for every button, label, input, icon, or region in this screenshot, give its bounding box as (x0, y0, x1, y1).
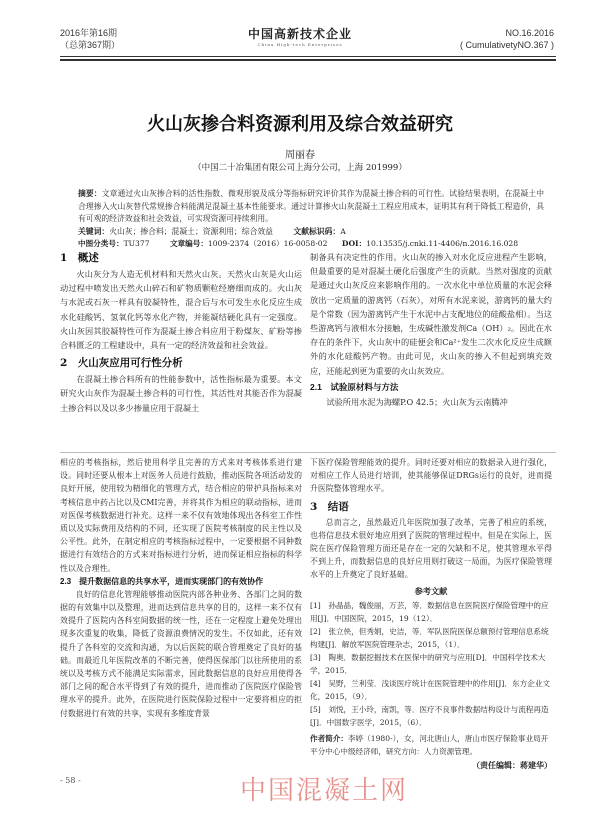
issue-number-en: NO.16.2016 (505, 28, 554, 38)
keywords-line (78, 226, 544, 238)
responsible-editor: （责任编辑：蒋建华） (472, 759, 552, 770)
article-title: 火山灰掺合料资源利用及综合效益研究 (147, 114, 453, 135)
article-no: 1009-2374（2016）16-0058-02 (207, 238, 328, 248)
doi: 10.13535/j.cnki.11-4406/n.2016.16.028 (366, 238, 519, 248)
conclusion-paragraph: 总而言之，虽然最近几年医院加强了改革，完善了相应的系统，也将信息技术很好地应用到了医院的管理过程中。但是在实际上，医院在医疗保险管理方面还是存在一定的欠缺和不足，使其管理水平得不到上升，而数据信息的良好应用则打破这一局面，为医疗保险管理水平的上升奠定了良好基础。 (310, 517, 552, 580)
section-2-1-heading: 2.1 试验原材料与方法 (310, 381, 399, 392)
header-rule-thick (60, 59, 556, 61)
keywords-label: 关键词： (78, 226, 110, 236)
journal-logo-title: 中国高新技术企业 (247, 27, 352, 41)
continued-left-column (60, 456, 302, 720)
continued-right-column (310, 456, 552, 771)
reference-item: [3] 陶奥．数据挖掘技术在医保中的研究与应用[D]．中国科学技术大学，2015． (310, 652, 546, 675)
abstract (78, 188, 544, 226)
section-3-heading: 3 结语 (310, 500, 349, 513)
doc-code: A (340, 226, 346, 236)
journal-logo (225, 25, 375, 47)
article-affiliation: （中国二十冶集团有限公司上海分公司，上海 201999） (193, 163, 407, 173)
abstract-label: 摘要： (78, 189, 102, 198)
reference-item: [5] 刘悦，王小玲，南凯，等．医疗不良事件数据结构设计与流程再造[J]．中国数字医学，2015，（6）． (310, 704, 549, 727)
article-author: 周丽春 (285, 150, 315, 161)
section-2-3-heading: 2.3 提升数据信息的共享水平，进而实现部门的有效协作 (60, 576, 264, 586)
journal-logo-subtitle: China High-tech Enterprises (257, 42, 343, 47)
page-divider (60, 452, 556, 453)
section-1-paragraph: 火山灰分为人造无机材料和天然火山灰。天然火山灰是火山运动过程中喷发出天然火山碎石和矿物质颗粒经磨细而成的。火山灰与水泥或石灰一样具有胶凝特性，混合后与水可发生水化反应生成水化硅酸钙、氢氧化钙等水化产物，并能凝结硬化具有一定强度。火山灰因其胶凝特性可作为混凝土掺合料应用于粉煤灰、矿粉等掺合料匮乏的工程建设中，具有一定的经济效益和社会效益。 (60, 269, 302, 351)
references-heading: 参考文献 (414, 585, 448, 596)
doi-label: DOI： (341, 238, 367, 248)
clc-label: 中图分类号： (78, 238, 124, 248)
clc-code: TU377 (123, 238, 150, 248)
abstract-text: 文章通过火山灰掺合料的活性指数、微观形貌及成分等指标研究评价其作为混凝土掺合料的可行性。试验结果表明，在混凝土中合理掺入火山灰替代常规掺合料能满足混凝土基本性能要求。通过计算掺火山灰混凝土工程应用成本，证明其有利于降低工程造价，具有可观的经济效益和社会效益，可实现资源可持续利用。 (78, 189, 544, 223)
section-2-1-paragraph: 试验所用水泥为海螺P.O 42.5；火山灰为云南腾冲 (326, 396, 508, 407)
classification-line (78, 238, 544, 250)
continued-right-paragraph-1: 下医疗保险管理能效的提升。同时还要对相应的数据录入进行强化，对相应工作人员进行培训，使其能够保证DRGs运行的良好，进而提升医院整体管理水平。 (310, 458, 552, 494)
section-2-paragraph: 在混凝土掺合料所有的性能参数中，活性指标最为重要。本文研究火山灰作为混凝土掺合料的可行性，其活性对其能否作为混凝土掺合料以及以多少掺量应用于混凝土 (60, 374, 302, 413)
section-2-continued-paragraph: 制备具有决定性的作用。火山灰的掺入对水化反应进程产生影响，但最重要的是对混凝土硬化后强度产生的贡献。当然对强度的贡献是通过火山灰反应来影响作用的。一次水化中单位质量的水泥会释放出一定质量的游离钙（石灰），对所有水泥来说，游离钙的量大约是个常数（因为游离钙产生于水泥中占支配地位的硅酸盐相）。当这些游离钙与液相水分接触，生成碱性激发剂Ca（OH）₂。因此在水存在的条件下，火山灰中的硅便会和Ca²⁺发生二次水化反应生成额外的水化硅酸钙产物。由此可见，火山灰的掺入不但起到填充效应，还能起到更为重要的火山灰效应。 (310, 252, 552, 376)
author-bio (310, 732, 552, 758)
cumulative-issue-number: （总第367期） (60, 40, 121, 50)
author-bio-label: 作者简介： (310, 733, 348, 743)
page-number: - 58 - (60, 776, 81, 785)
site-watermark: 中国混凝土网 (240, 776, 409, 806)
reference-item: [2] 张立侠，但秀娟，史洁，等．军队医院医保总额预付管理信息系统构建[J]．解放军医院管理杂志，2015，（1）． (310, 626, 549, 649)
header-rule (60, 56, 556, 57)
abstract-block (78, 188, 544, 250)
cumulative-issue-number-en: ( CumulativetyNO.367 ) (459, 40, 554, 50)
author-bio-text: 李婷（1980-），女，河北唐山人，唐山市医疗保险事业局开平分中心中级经济师，研究方向：人力资源管理。 (310, 733, 549, 756)
references-list (310, 599, 552, 729)
section-1-heading: 1 概述 (60, 252, 99, 264)
issue-number: 2016年第16期 (60, 28, 118, 38)
article-no-label: 文章编号： (169, 238, 208, 248)
continued-paragraph-1: 相应的考核指标，然后使用科学且完善的方式来对考核体系进行建设。同时还要从根本上对医务人员进行鼓励，推动医院各项活动发的良好开展，使用较为精细化的管理方式，结合相应的带护具指标来对考核信息中药占比以及CMI完善，并将其作为相应的联动指标，进而对医保考核数据进行补充。这样一来不仅有效地体现出各科室工作性质以及实际费用及结构的不同，还实现了医院考核制度的民主性以及公平性。此外，在制定相应的考核指标过程中，一定要根据不同种数据进行有效结合的方式来对指标进行分析，进而保证相应指标的科学性以及合理性。 (60, 458, 302, 573)
doc-code-label: 文献标识码： (293, 226, 341, 236)
section-2-heading: 2 火山灰应用可行性分析 (60, 357, 183, 370)
article-right-column (310, 250, 552, 409)
continued-paragraph-2: 良好的信息化管理能够推动医院内部各种业务、各部门之间的数据的有效集中以及整理，进而达到信息共享的目的，这样一来不仅有效提升了医院内各科室间数据的统一性，还在一定程度上避免处理出现多次重复的收集，降低了资源浪费情况的发生。不仅如此，还有效提升了各科室的交流和沟通，为以后医院的联合管理奠定了良好的基础。而最近几年医院改革的不断完善，使得医保部门以往所使用的系统以及考核方式不能满足实际需求，因此数据信息的良好应用使得各部门之间的配合水平得到了有效的提升，进而推动了医院医疗保险管理水平的提升。此外，在医院进行医院保险过程中一定要将相应的拒付数据进行有效的共享，实现有多维度背景 (60, 589, 302, 718)
reference-item: [1] 孙晶晶，魏俊丽，万芸，等．数据信息在医院医疗保险管理中的应用[J]．中国医院，2015，19（12）． (310, 600, 549, 623)
reference-item: [4] 吴野，兰利莹．浅谈医疗统计在医院管理中的作用[J]．东方企业文化，2015，（9）． (310, 678, 550, 701)
article-left-column (60, 250, 302, 415)
keywords: 火山灰；掺合料；混凝土；资源利用；综合效益 (109, 226, 273, 236)
